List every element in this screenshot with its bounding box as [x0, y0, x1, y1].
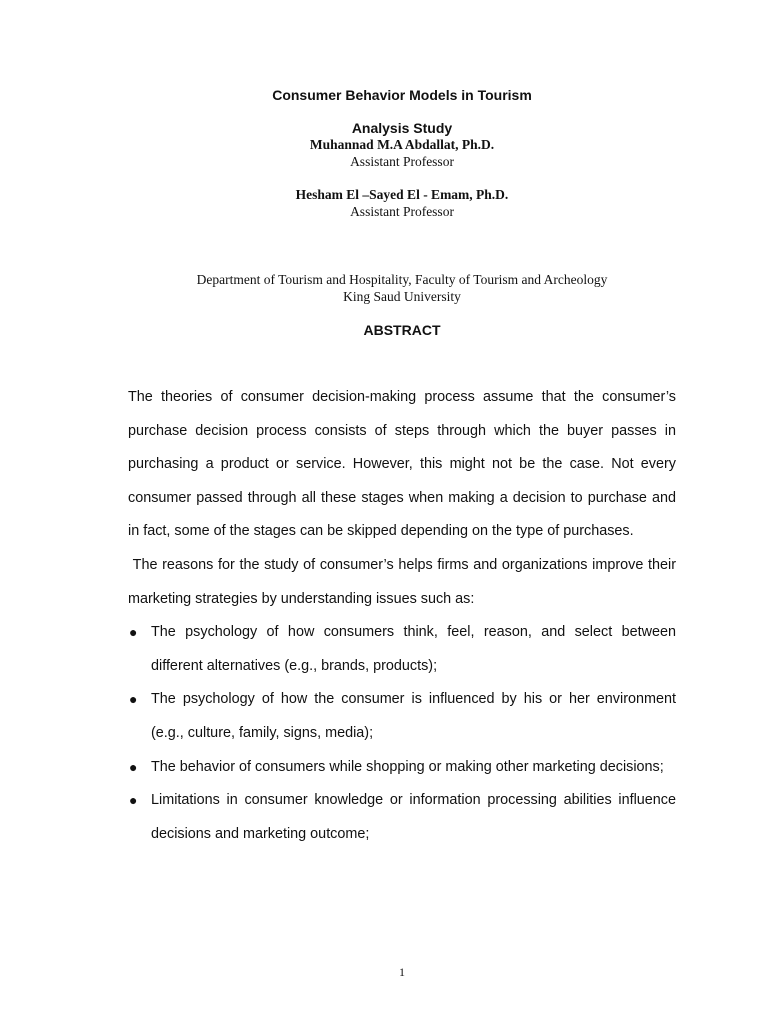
list-item-text: Limitations in consumer knowledge or information processing abilities influence decisions and marketing outcome;: [151, 792, 676, 842]
list-item-text: The psychology of how the consumer is influenced by his or her environment (e.g., culture, family, signs, media);: [151, 691, 676, 741]
abstract-paragraph-1: The theories of consumer decision-making process assume that the consumer’s purchase decision process consists of steps through which the buyer passes in purchasing a product or service. However, this might not be the case. Not every consumer passed through all these stages when making a decision to purchase and in fact, some of the stages can be skipped depending on the type of purchases.: [128, 389, 676, 540]
bullet-icon: ●: [129, 758, 138, 775]
bullet-icon: ●: [129, 691, 138, 708]
bullet-list: [128, 616, 676, 851]
abstract-body: [128, 381, 680, 851]
list-item-text: The psychology of how consumers think, feel, reason, and select between different alternatives (e.g., brands, products);: [151, 624, 676, 674]
bullet-icon: ●: [129, 624, 138, 641]
list-item: [128, 751, 676, 785]
page-number: 1: [399, 965, 405, 979]
list-item: [128, 683, 676, 750]
department-affiliation: Department of Tourism and Hospitality, Faculty of Tourism and Archeology: [196, 272, 608, 287]
author-role-2: Assistant Professor: [350, 204, 454, 219]
abstract-paragraph-2: The reasons for the study of consumer’s helps firms and organizations improve their marketing strategies by understanding issues such as:: [128, 556, 680, 607]
author-role-1: Assistant Professor: [350, 154, 454, 169]
author-name-1: Muhannad M.A Abdallat, Ph.D.: [309, 137, 495, 152]
author-name-2: Hesham El –Sayed El - Emam, Ph.D.: [295, 187, 509, 202]
list-item: [128, 616, 676, 683]
list-item-text: The behavior of consumers while shopping or making other marketing decisions;: [151, 758, 664, 775]
paper-subtitle: Analysis Study: [351, 120, 453, 136]
paper-title: Consumer Behavior Models in Tourism: [272, 87, 532, 103]
list-item: [128, 784, 676, 851]
abstract-heading: ABSTRACT: [363, 322, 441, 338]
university-affiliation: King Saud University: [343, 289, 461, 304]
bullet-icon: ●: [129, 792, 138, 809]
